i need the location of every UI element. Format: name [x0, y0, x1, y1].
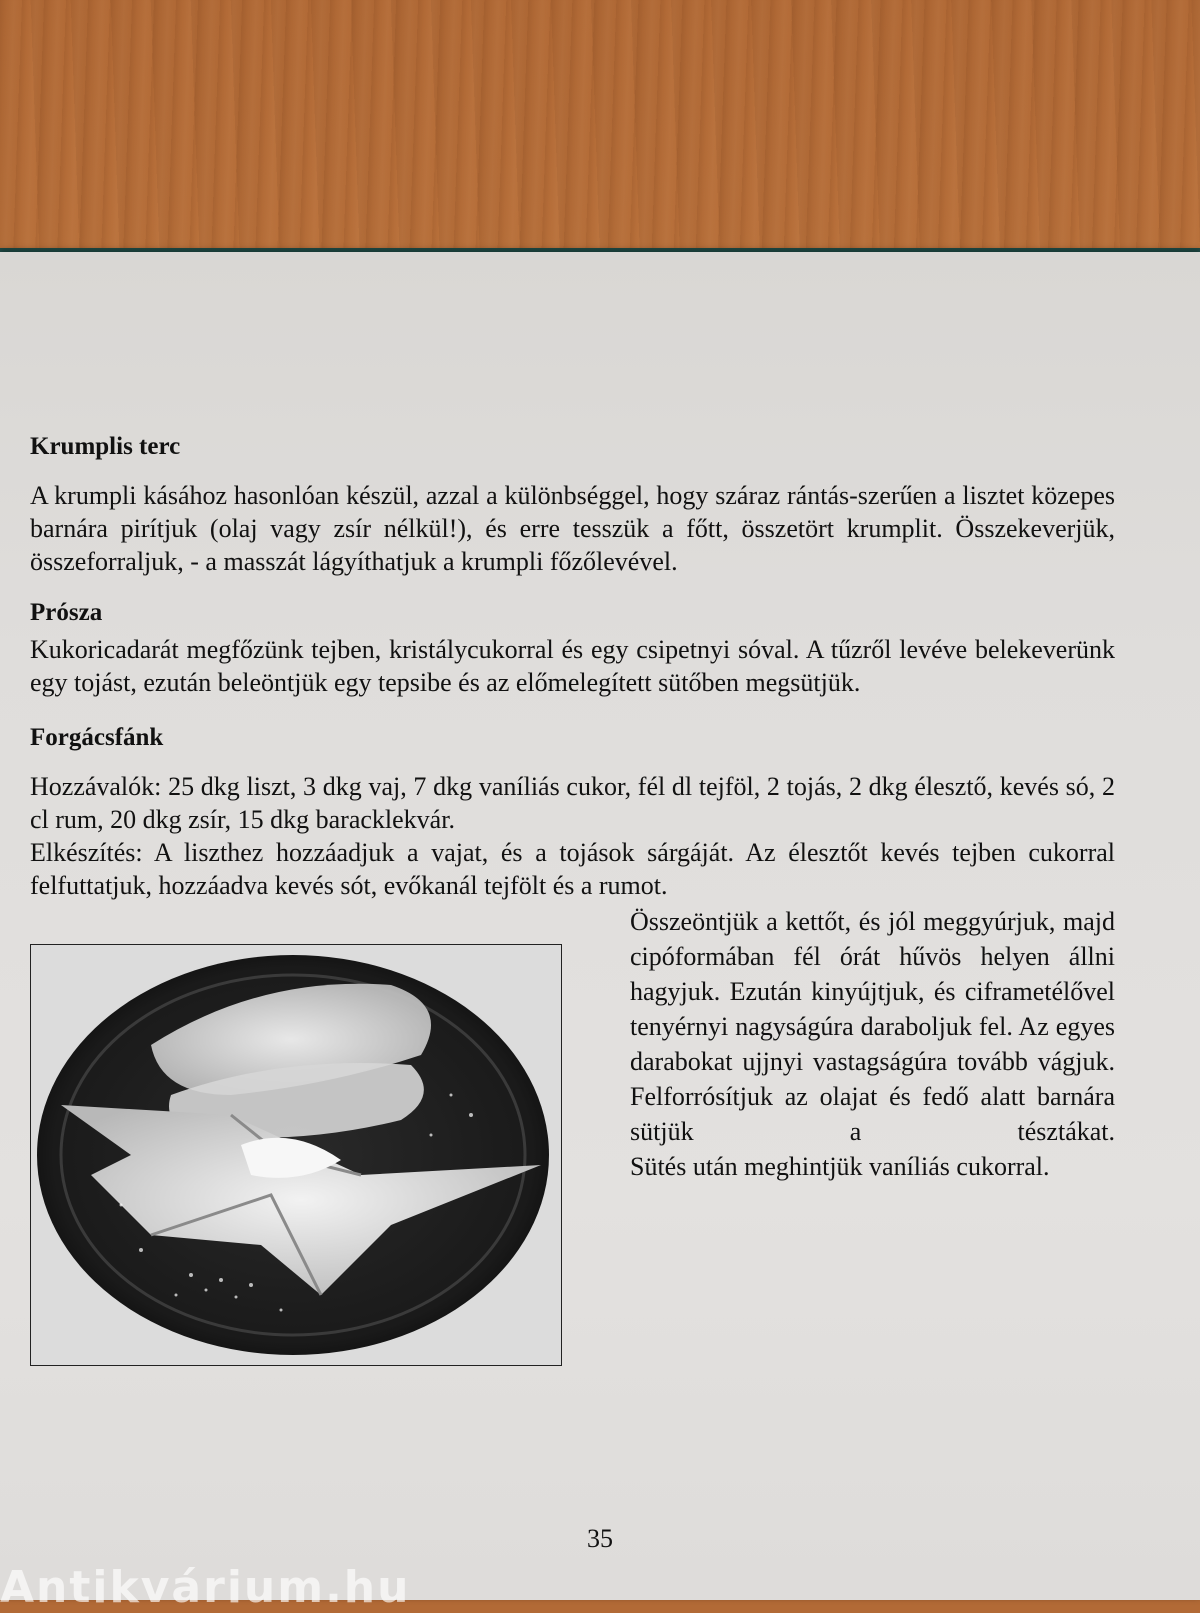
recipe-text-prosza: Kukoricadarát megfőzünk tejben, kristálycukorral és egy csipetnyi sóval. A tűzről levéve belekeverünk egy tojást, ezután beleöntjük egy tepsibe és az előmelegített sütőben megsütjük. [30, 635, 1115, 697]
photo-and-text-section [30, 904, 1115, 1364]
side-text-column [630, 904, 1115, 1184]
recipe-title-forgacsfank: Forgácsfánk [30, 724, 164, 751]
recipe-text-krumplis-terc: A krumpli kásához hasonlóan készül, azzal a különbséggel, hogy száraz rántás-szerűen a lisztet közepes barnára pirítjuk (olaj vagy zsír nélkül!), és erre tesszük a főtt, összetört krumplit. Összekeverjük, összeforraljuk, - a masszát lágyíthatjuk a krumpli főzőlevével. [30, 481, 1115, 576]
recipe-title-krumplis-terc: Krumplis terc [30, 433, 181, 460]
recipe-preparation-forgacsfank: Elkészítés: A liszthez hozzáadjuk a vajat, és a tojások sárgáját. Az élesztőt kevés tejben cukorral felfuttatjuk, hozzáadva kevés sót, evőkanál tejfölt és a rumot. [30, 838, 1115, 900]
recipe-final-step-forgacsfank: Sütés után meghintjük vaníliás cukorral. [630, 1152, 1050, 1181]
recipe-ingredients-forgacsfank: Hozzávalók: 25 dkg liszt, 3 dkg vaj, 7 dkg vaníliás cukor, fél dl tejföl, 2 tojás, 2 dkg élesztő, kevés só, 2 cl rum, 20 dkg zsír, 15 dkg baracklekvár. [30, 772, 1115, 834]
forgacsfank-photo [30, 944, 562, 1366]
wooden-table-background [0, 0, 1200, 270]
recipe-title-prosza: Prósza [30, 599, 103, 626]
watermark-logo: Antikvárium.hu [0, 1562, 411, 1613]
page-content [30, 430, 1115, 1364]
book-page [0, 252, 1200, 1613]
pastry-plate-image [31, 945, 561, 1365]
page-number: 35 [587, 1524, 613, 1553]
recipe-steps-forgacsfank: Összeöntjük a kettőt, és jól meggyúrjuk, majd cipóformában fél órát hűvös helyen állni hagyjuk. Ezután kinyújtjuk, és ciframetélővel tenyérnyi nagyságúra daraboljuk fel. Az egyes darabokat ujjnyi vastagságúra tovább vágjuk. Felforrósítjuk az olajat és fedő alatt barnára sütjük a tésztákat. [630, 907, 1115, 1146]
